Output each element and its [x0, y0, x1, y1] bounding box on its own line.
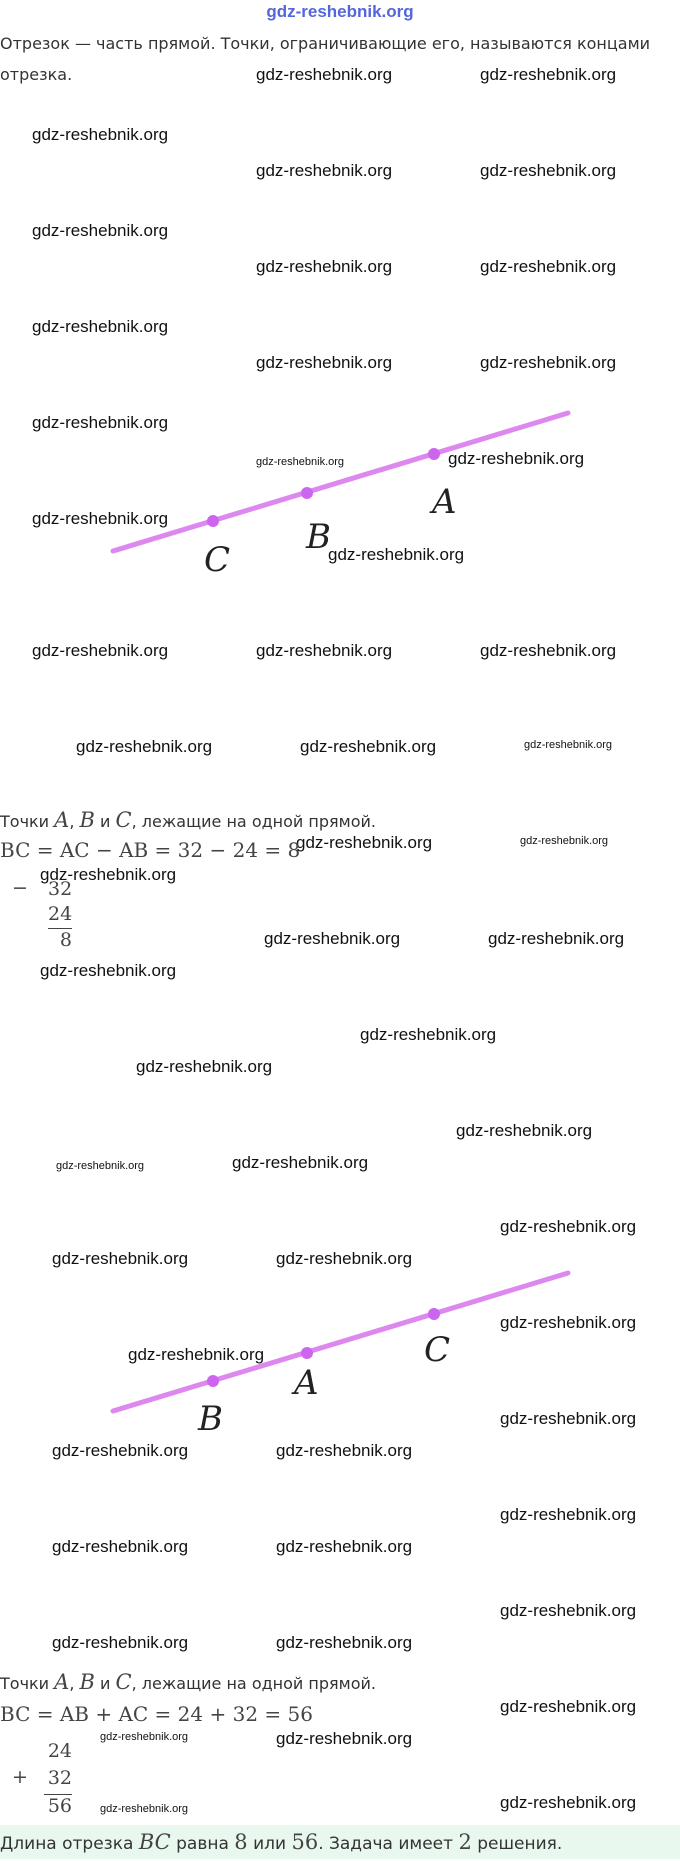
watermark: gdz-reshebnik.org: [276, 1537, 413, 1556]
watermark: gdz-reshebnik.org: [456, 1121, 593, 1140]
answer-box: Длина отрезка BC равна 8 или 56. Задача имеет 2 решения.: [0, 1825, 680, 1859]
point-b: [301, 487, 313, 499]
watermark: gdz-reshebnik.org: [40, 865, 177, 884]
watermark: gdz-reshebnik.org: [328, 545, 465, 564]
point-b: [207, 1375, 219, 1387]
watermark: gdz-reshebnik.org: [500, 1601, 637, 1620]
caption-case2: Точки A, B и C, лежащие на одной прямой.: [0, 1670, 376, 1694]
label-a: A: [432, 482, 457, 522]
watermark: gdz-reshebnik.org: [100, 1731, 189, 1743]
watermark: gdz-reshebnik.org: [256, 353, 393, 372]
watermark: gdz-reshebnik.org: [500, 1313, 637, 1332]
label-c: C: [204, 540, 231, 580]
label-c: C: [424, 1330, 451, 1370]
point-a: [428, 448, 440, 460]
column-result: 56: [47, 1795, 72, 1817]
watermark: gdz-reshebnik.org: [52, 1249, 189, 1268]
watermark: gdz-reshebnik.org: [520, 835, 609, 847]
watermark: gdz-reshebnik.org: [276, 1633, 413, 1652]
watermark: gdz-reshebnik.org: [264, 929, 401, 948]
segment-line: [113, 413, 568, 551]
point-a: [301, 1347, 313, 1359]
point-c: [428, 1308, 440, 1320]
watermark: gdz-reshebnik.org: [480, 641, 617, 660]
column-top: 24: [47, 1740, 72, 1762]
column-middle: 32: [47, 1767, 72, 1789]
caption-case1: Точки A, B и C, лежащие на одной прямой.: [0, 808, 376, 832]
watermark: gdz-reshebnik.org: [296, 833, 433, 852]
watermark: gdz-reshebnik.org: [52, 1537, 189, 1556]
equation-case2: BC = AB + AC = 24 + 32 = 56: [0, 1702, 313, 1726]
watermark: gdz-reshebnik.org: [448, 449, 585, 468]
watermark: gdz-reshebnik.org: [232, 1153, 369, 1172]
watermark: gdz-reshebnik.org: [256, 65, 393, 84]
watermark: gdz-reshebnik.org: [32, 413, 169, 432]
column-result: 8: [59, 929, 72, 951]
watermark: gdz-reshebnik.org: [128, 1345, 265, 1364]
watermark: gdz-reshebnik.org: [52, 1633, 189, 1652]
label-b: B: [306, 517, 331, 557]
watermark: gdz-reshebnik.org: [500, 1505, 637, 1524]
watermark: gdz-reshebnik.org: [524, 739, 613, 751]
segment-diagram-1: [0, 400, 680, 590]
watermark: gdz-reshebnik.org: [40, 961, 177, 980]
watermark: gdz-reshebnik.org: [32, 221, 169, 240]
watermark: gdz-reshebnik.org: [276, 1729, 413, 1748]
watermark: gdz-reshebnik.org: [500, 1409, 637, 1428]
watermark: gdz-reshebnik.org: [300, 737, 437, 756]
watermark: gdz-reshebnik.org: [500, 1793, 637, 1812]
column-sign: −: [12, 877, 28, 899]
watermark: gdz-reshebnik.org: [256, 257, 393, 276]
watermark: gdz-reshebnik.org: [276, 1249, 413, 1268]
watermark: gdz-reshebnik.org: [56, 1160, 145, 1172]
watermark: gdz-reshebnik.org: [32, 125, 169, 144]
watermark: gdz-reshebnik.org: [500, 1697, 637, 1716]
watermark: gdz-reshebnik.org: [500, 1217, 637, 1236]
label-b: B: [198, 1399, 223, 1439]
watermark: gdz-reshebnik.org: [276, 1441, 413, 1460]
column-sign: +: [12, 1766, 28, 1788]
watermark: gdz-reshebnik.org: [32, 317, 169, 336]
watermark: gdz-reshebnik.org: [256, 456, 345, 468]
watermark: gdz-reshebnik.org: [32, 641, 169, 660]
watermark: gdz-reshebnik.org: [480, 257, 617, 276]
equation-case1: BC = AC − AB = 32 − 24 = 8: [0, 838, 301, 862]
watermark: gdz-reshebnik.org: [32, 509, 169, 528]
watermark: gdz-reshebnik.org: [256, 161, 393, 180]
column-middle: 24: [48, 903, 73, 925]
point-c: [207, 515, 219, 527]
watermark: gdz-reshebnik.org: [76, 737, 213, 756]
watermark: gdz-reshebnik.org: [100, 1803, 189, 1815]
column-top: 32: [48, 878, 73, 900]
watermark: gdz-reshebnik.org: [360, 1025, 497, 1044]
segment-line: [113, 1273, 568, 1411]
site-title[interactable]: gdz-reshebnik.org: [266, 2, 414, 21]
watermark: gdz-reshebnik.org: [480, 161, 617, 180]
watermark: gdz-reshebnik.org: [136, 1057, 273, 1076]
watermark: gdz-reshebnik.org: [52, 1441, 189, 1460]
watermark: gdz-reshebnik.org: [256, 641, 393, 660]
watermark: gdz-reshebnik.org: [480, 353, 617, 372]
label-a: A: [294, 1363, 319, 1403]
intro-text: Отрезок — часть прямой. Точки, ограничивающие его, называются концами отрезка.: [0, 34, 651, 84]
watermark: gdz-reshebnik.org: [480, 65, 617, 84]
segment-diagram-2: [0, 1258, 680, 1448]
watermark: gdz-reshebnik.org: [488, 929, 625, 948]
